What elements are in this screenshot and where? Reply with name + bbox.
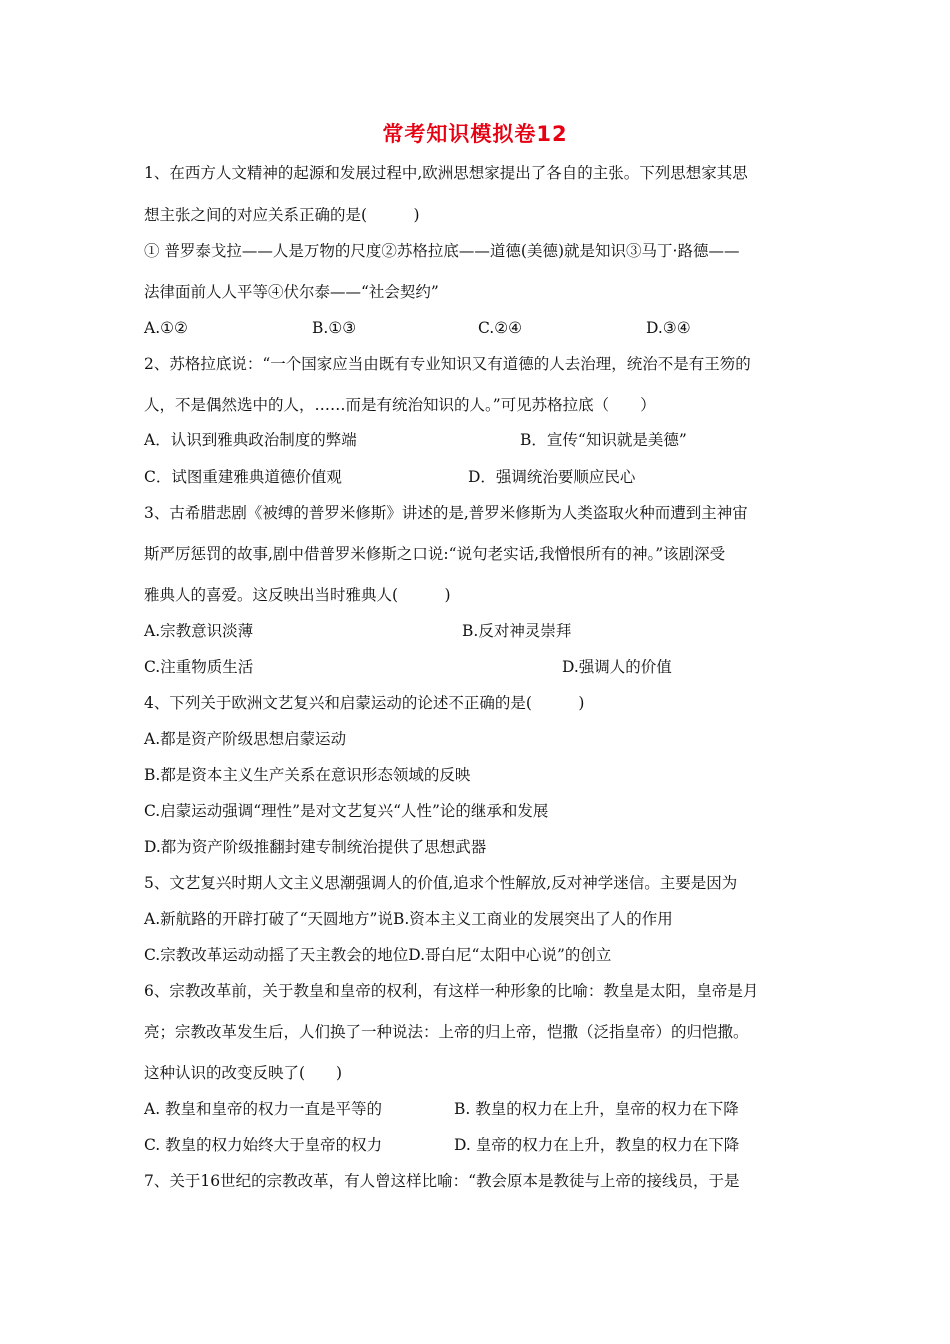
question-2-option-b: B．宣传“知识就是美德” xyxy=(520,431,687,449)
question-1-option-b: B.①③ xyxy=(312,319,357,337)
question-6-option-a: A. 教皇和皇帝的权力一直是平等的 xyxy=(144,1100,383,1118)
page-title: 常考知识模拟卷12 xyxy=(382,122,568,146)
question-5-options-cd: C.宗教改革运动动摇了天主教会的地位D.哥白尼“太阳中心说”的创立 xyxy=(144,946,612,964)
question-4-option-b: B.都是资本主义生产关系在意识形态领域的反映 xyxy=(144,766,471,784)
question-2-option-c: C．试图重建雅典道德价值观 xyxy=(144,468,342,486)
question-5-options-ab: A.新航路的开辟打破了“天圆地方”说B.资本主义工商业的发展突出了人的作用 xyxy=(144,910,673,928)
question-3-option-d: D.强调人的价值 xyxy=(562,658,672,676)
question-6-stem-line-3: 这种认识的改变反映了( ) xyxy=(144,1064,343,1082)
question-2-stem-line-2: 人，不是偶然选中的人，……而是有统治知识的人。”可见苏格拉底（ ） xyxy=(144,396,656,414)
question-1-stem-line-2: 想主张之间的对应关系正确的是( ) xyxy=(144,206,420,224)
question-4-stem: 4、下列关于欧洲文艺复兴和启蒙运动的论述不正确的是( ) xyxy=(144,694,585,712)
question-3-option-b: B.反对神灵崇拜 xyxy=(462,622,572,640)
question-1-option-d: D.③④ xyxy=(646,319,691,337)
question-2-option-d: D．强调统治要顺应民心 xyxy=(468,468,636,486)
question-1-option-a: A.①② xyxy=(144,319,188,337)
question-1-items-line-2: 法律面前人人平等④伏尔泰——“社会契约” xyxy=(144,283,439,301)
question-6-option-b: B. 教皇的权力在上升，皇帝的权力在下降 xyxy=(454,1100,739,1118)
question-3-stem-line-2: 斯严厉惩罚的故事,剧中借普罗米修斯之口说:“说句老实话,我憎恨所有的神。”该剧深受 xyxy=(144,545,726,563)
question-1-option-c: C.②④ xyxy=(478,319,523,337)
question-4-option-c: C.启蒙运动强调“理性”是对文艺复兴“人性”论的继承和发展 xyxy=(144,802,549,820)
question-6-stem-line-1: 6、宗教改革前，关于教皇和皇帝的权利，有这样一种形象的比喻：教皇是太阳，皇帝是月 xyxy=(144,982,759,1000)
question-1-stem-line-1: 1、在西方人文精神的起源和发展过程中,欧洲思想家提出了各自的主张。下列思想家其思 xyxy=(144,164,748,182)
question-6-stem-line-2: 亮；宗教改革发生后，人们换了一种说法：上帝的归上帝，恺撒（泛指皇帝）的归恺撒。 xyxy=(144,1023,749,1041)
question-6-option-c: C. 教皇的权力始终大于皇帝的权力 xyxy=(144,1136,383,1154)
question-2-option-a: A．认识到雅典政治制度的弊端 xyxy=(144,431,357,449)
question-4-option-a: A.都是资产阶级思想启蒙运动 xyxy=(144,730,347,748)
question-5-stem: 5、文艺复兴时期人文主义思潮强调人的价值,追求个性解放,反对神学迷信。主要是因为 xyxy=(144,874,738,892)
question-3-option-c: C.注重物质生活 xyxy=(144,658,254,676)
question-4-option-d: D.都为资产阶级推翻封建专制统治提供了思想武器 xyxy=(144,838,487,856)
question-1-items-line-1: ① 普罗泰戈拉——人是万物的尺度②苏格拉底——道德(美德)就是知识③马丁·路德—— xyxy=(144,242,740,260)
question-3-option-a: A.宗教意识淡薄 xyxy=(144,622,254,640)
question-2-stem-line-1: 2、苏格拉底说：“一个国家应当由既有专业知识又有道德的人去治理，统治不是有王笏的 xyxy=(144,355,751,373)
question-6-option-d: D. 皇帝的权力在上升，教皇的权力在下降 xyxy=(454,1136,740,1154)
question-3-stem-line-1: 3、古希腊悲剧《被缚的普罗米修斯》讲述的是,普罗米修斯为人类盗取火种而遭到主神宙 xyxy=(144,504,748,522)
question-3-stem-line-3: 雅典人的喜爱。这反映出当时雅典人( ) xyxy=(144,586,451,604)
question-7-stem-line-1: 7、关于16世纪的宗教改革，有人曾这样比喻：“教会原本是教徒与上帝的接线员，于是 xyxy=(144,1172,740,1190)
